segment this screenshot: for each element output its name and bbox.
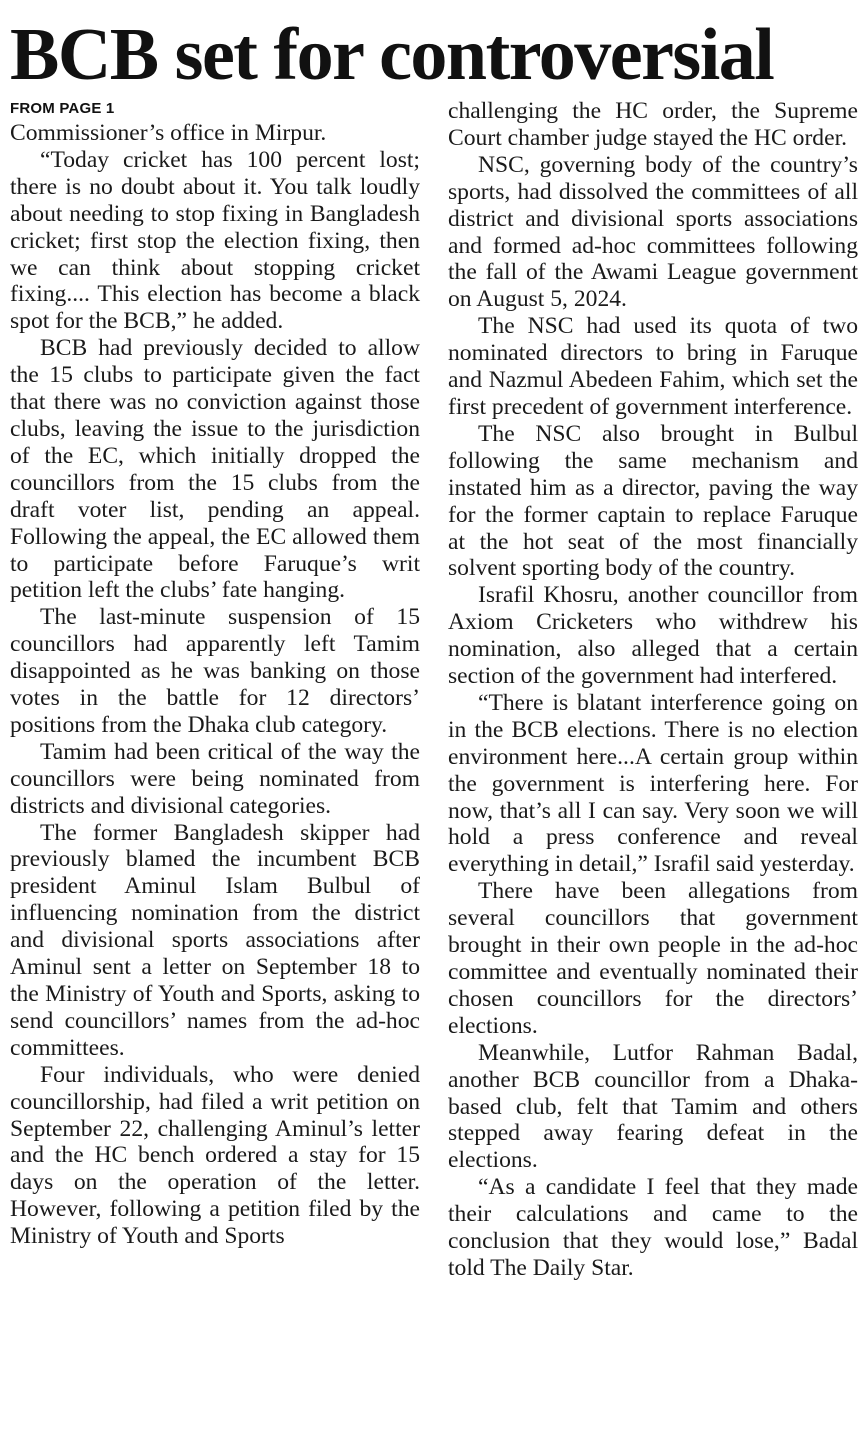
paragraph: Four individuals, who were denied councillorship, had filed a writ petition on September 22, challenging Aminul’s letter and the HC bench ordered a stay for 15 days on the operation of the letter. However, following a petition filed by the Ministry of Youth and Sports — [10, 1061, 420, 1250]
paragraph: “As a candidate I feel that they made their calculations and came to the conclusion that they would lose,” Badal told The Daily Star. — [448, 1174, 858, 1281]
paragraph: Commissioner’s office in Mirpur. — [10, 120, 327, 146]
paragraph: The NSC also brought in Bulbul following the same mechanism and instated him as a director, paving the way for the former captain to replace Faruque at the hot seat of the most financially solvent sporting body of the country. — [448, 420, 858, 582]
paragraph: The NSC had used its quota of two nominated directors to bring in Faruque and Nazmul Abedeen Fahim, which set the first precedent of government interference. — [448, 313, 858, 420]
paragraph: “Today cricket has 100 percent lost; there is no doubt about it. You talk loudly about needing to stop fixing in Bangladesh cricket; first stop the election fixing, then we can think about stopping cricket fixing.... This election has become a black spot for the BCB,” he added. — [10, 146, 420, 335]
article-column-right — [448, 98, 858, 1282]
article-column-left — [10, 98, 420, 1250]
paragraph: challenging the HC order, the Supreme Court chamber judge stayed the HC order. — [448, 98, 858, 151]
paragraph: The last-minute suspension of 15 councillors had apparently left Tamim disappointed as he was banking on those votes in the battle for 12 directors’ positions from the Dhaka club category. — [10, 604, 420, 738]
paragraph: Meanwhile, Lutfor Rahman Badal, another BCB councillor from a Dhaka-based club, felt that Tamim and others stepped away fearing defeat in the elections. — [448, 1039, 858, 1174]
paragraph: “There is blatant interference going on in the BCB elections. There is no election environment here...A certain group within the government is interfering here. For now, that’s all I can say. Very soon we will hold a press conference and reveal everything in detail,” Israfil said yesterday. — [448, 689, 858, 878]
paragraph: Israfil Khosru, another councillor from Axiom Cricketers who withdrew his nomination, also alleged that a certain section of the government had interfered. — [448, 582, 858, 690]
headline: BCB set for controversial — [10, 14, 774, 96]
dateline: FROM PAGE 1 — [10, 100, 115, 117]
paragraph: The former Bangladesh skipper had previously blamed the incumbent BCB president Aminul Islam Bulbul of influencing nomination from the district and divisional sports associations after Aminul sent a letter on September 18 to the Ministry of Youth and Sports, asking to send councillors’ names from the ad-hoc committees. — [10, 819, 420, 1061]
paragraph: There have been allegations from several councillors that government brought in their own people in the ad-hoc committee and eventually nominated their chosen councillors for the directors’ elections. — [448, 878, 858, 1039]
paragraph: Tamim had been critical of the way the councillors were being nominated from districts and divisional categories. — [10, 738, 420, 819]
paragraph: NSC, governing body of the country’s sports, had dissolved the committees of all district and divisional sports associations and formed ad-hoc committees following the fall of the Awami League government on August 5, 2024. — [448, 151, 858, 313]
paragraph: BCB had previously decided to allow the 15 clubs to participate given the fact that there was no conviction against those clubs, leaving the issue to the jurisdiction of the EC, which initially dropped the councillors from the 15 clubs from the draft voter list, pending an appeal. Following the appeal, the EC allowed them to participate before Faruque’s writ petition left the clubs’ fate hanging. — [10, 335, 420, 604]
